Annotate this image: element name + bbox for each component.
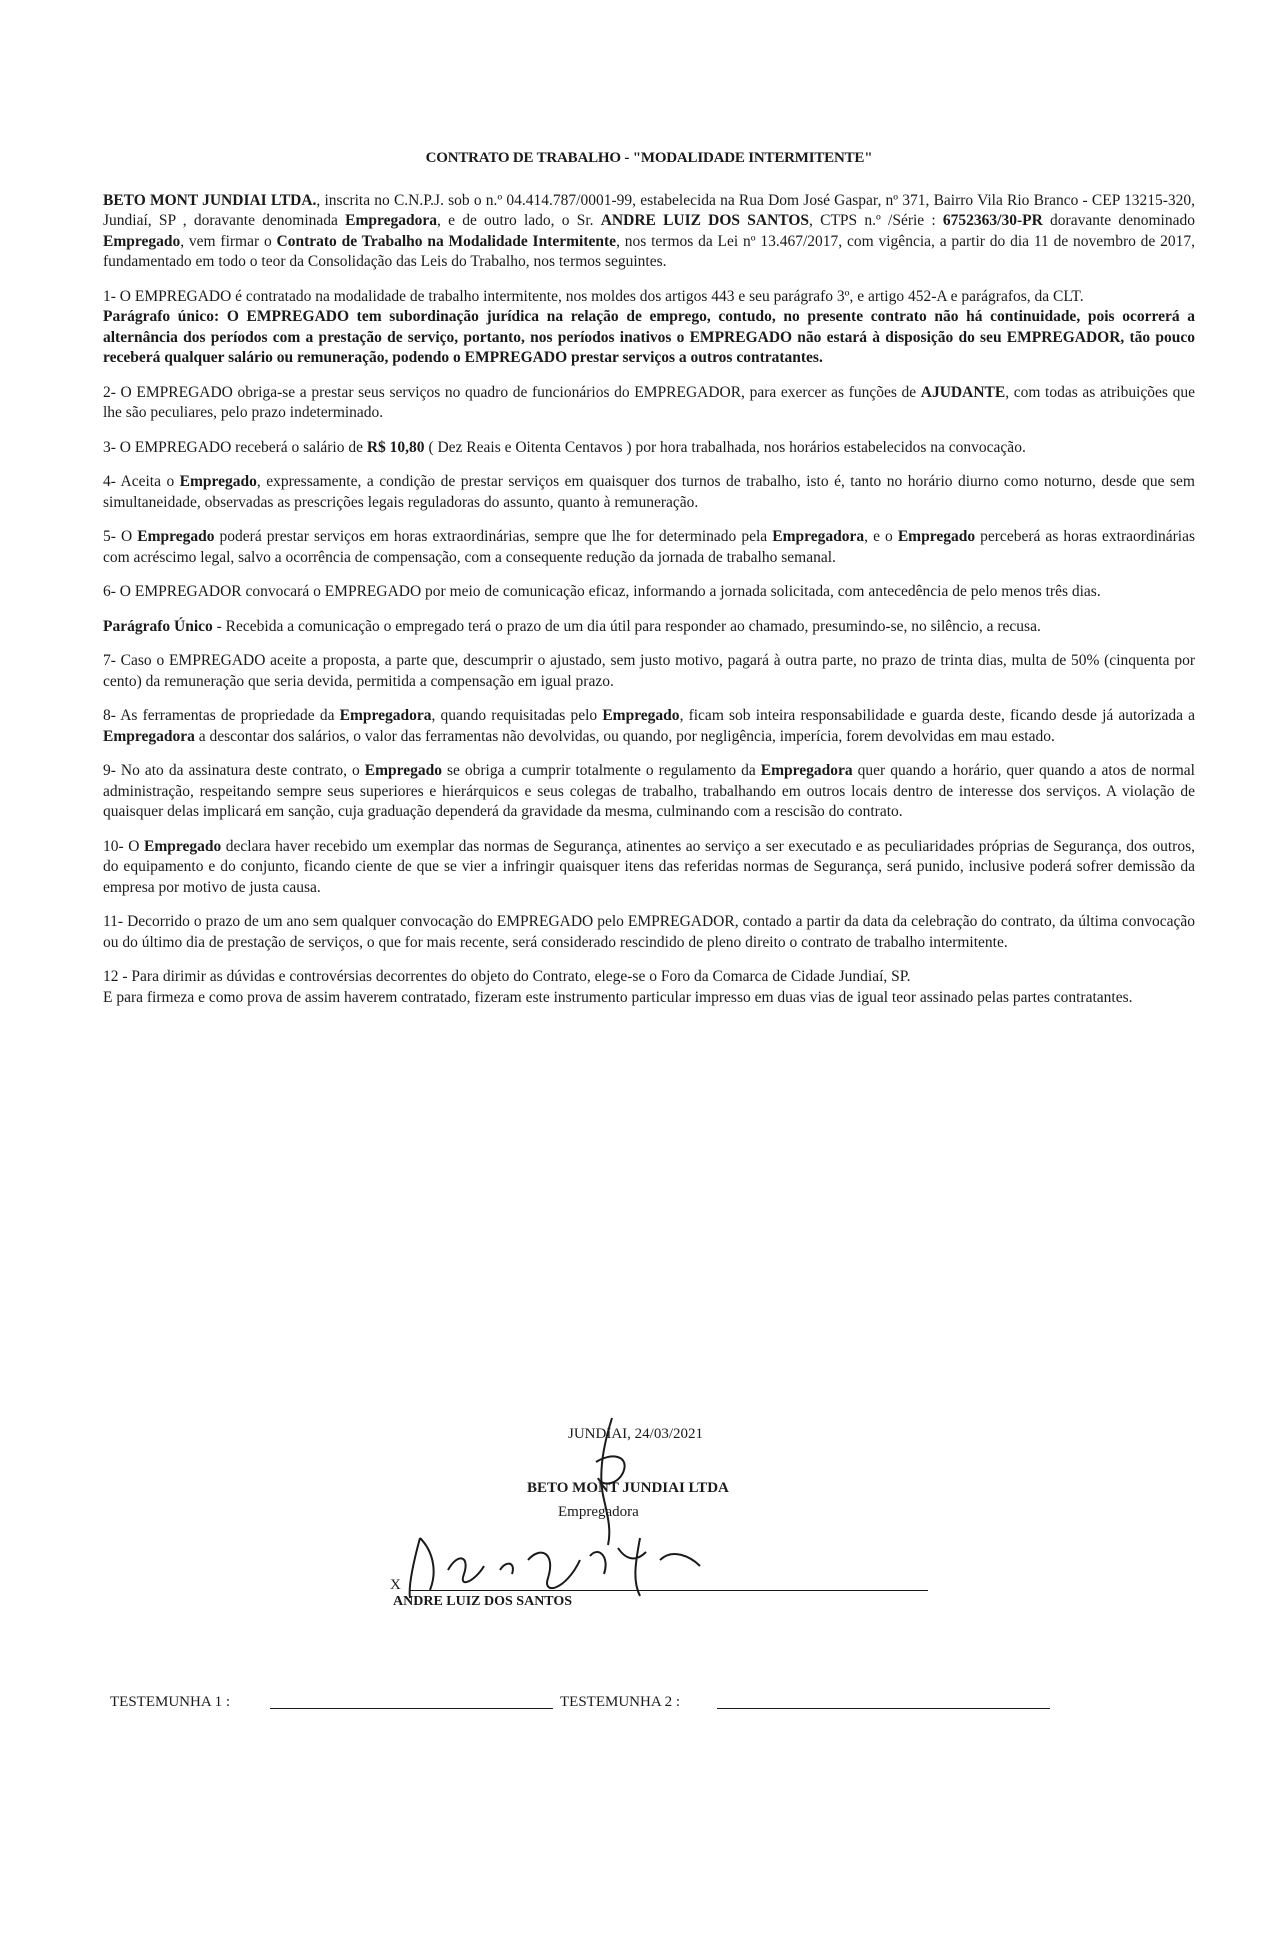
intro-text-5: , vem firmar o (180, 232, 277, 250)
clause-9-text-c: quer quando a horário, quer quando a atos de normal administração, respeitando sempre seus superiores e hierárquicos e seus colegas de trabalho, trabalhando em outros locais dentro de interesse dos serviços. A violação de quaisquer delas implicará em sanção, cuja graduação dependerá da gravidade da mesma, culminando com a rescisão do contrato. (103, 762, 1195, 820)
signature-company-role: Empregadora (558, 1504, 639, 1520)
clause-1: 1- O EMPREGADO é contratado na modalidade de trabalho intermitente, nos moldes dos artigos 443 e seu parágrafo 3º, e artigo 452-A e parágrafos, da CLT. (103, 287, 1084, 305)
clause-5-text-b: poderá prestar serviços em horas extraordinárias, sempre que lhe for determinado pela (214, 528, 773, 545)
intro-paragraph (103, 191, 1195, 273)
clause-6: 6- O EMPREGADOR convocará o EMPREGADO por meio de comunicação eficaz, informando a jornada solicitada, com antecedência de pelo menos três dias. (103, 583, 1101, 600)
employer-label: Empregadora (772, 528, 865, 545)
employee-label: Empregado (897, 528, 976, 545)
witness-1-line (270, 1708, 553, 1709)
employee-label: Empregado (602, 707, 680, 724)
clause-6-sole-paragraph (103, 617, 1195, 638)
clause-4 (103, 472, 1195, 513)
witness-2-label: TESTEMUNHA 2 : (560, 1694, 680, 1710)
signature-x-mark: X (390, 1577, 401, 1593)
clause-8-text-c: , ficam sob inteira responsabilidade e guarda deste, ficando desde já autorizada a (679, 707, 1195, 724)
clause-5 (103, 527, 1195, 568)
contract-label: Contrato de Trabalho na Modalidade Intermitente (276, 232, 617, 250)
clause-2-text-a: 2- O EMPREGADO obriga-se a prestar seus serviços no quadro de funcionários do EMPREGADOR, para exercer as funções de (103, 383, 921, 401)
clause-8-text-d: a descontar dos salários, o valor das ferramentas não devolvidas, ou quando, por negligência, imperícia, forem devolvidas em mau estado. (194, 727, 1055, 745)
document-title: CONTRATO DE TRABALHO - "MODALIDADE INTERMITENTE" (425, 150, 873, 166)
closing-statement: E para firmeza e como prova de assim haverem contratado, fizeram este instrumento particular impresso em duas vias de igual teor assinado pelas partes contratantes. (103, 988, 1133, 1006)
clause-2 (103, 383, 1195, 424)
clause-5-text-c: , e o (864, 528, 898, 545)
clause-11: 11- Decorrido o prazo de um ano sem qualquer convocação do EMPREGADO pelo EMPREGADOR, contado a partir da data da celebração do contrato, da última convocação ou do último dia de prestação de serviços, o que for mais recente, será considerado rescindido de pleno direito o contrato de trabalho intermitente. (103, 913, 1195, 951)
signature-place-date: JUNDIAI, 24/03/2021 (568, 1426, 703, 1442)
sole-paragraph-text: O EMPREGADO tem subordinação jurídica na relação de emprego, contudo, no presente contrato não há continuidade, pois ocorrerá a alternância dos períodos com a prestação de serviço, portanto, nos períodos inativos o EMPREGADO não estará à disposição do seu EMPREGADOR, tão pouco receberá qualquer salário ou remuneração, podendo o EMPREGADO prestar serviços a outros contratantes. (103, 308, 1196, 366)
signature-company: BETO MONT JUNDIAI LTDA (527, 1480, 729, 1496)
clause-3 (103, 438, 1195, 459)
employer-label: Empregadora (103, 727, 195, 745)
sole-paragraph-label: Parágrafo único: (103, 308, 220, 325)
clause-9-text-a: 9- No ato da assinatura deste contrato, o (103, 762, 365, 779)
intro-text-1: , inscrita no C.N.P.J. sob o n.º 04.414.787/0001-99, estabelecida na Rua Dom José Gaspar, nº 371, Bairro Vila Rio Branco - CEP 13215-320, Jundiaí, SP , doravante denominada (103, 191, 1195, 229)
employee-label: Empregado (364, 762, 442, 779)
intro-text-6: , nos termos da Lei nº 13.467/2017, com vigência, a partir do dia 11 de novembro de 2017, fundamentado em todo o teor da Consolidação das Leis do Trabalho, nos termos seguintes. (103, 232, 1195, 270)
clause-12: 12 - Para dirimir as dúvidas e controvérsias decorrentes do objeto do Contrato, elege-se o Foro da Comarca de Cidade Jundiaí, SP. (103, 968, 911, 985)
employee-label: Empregado (103, 232, 181, 250)
clause-7: 7- Caso o EMPREGADO aceite a proposta, a parte que, descumprir o ajustado, sem justo motivo, pagará à outra parte, no prazo de trinta dias, multa de 50% (cinquenta por cento) da remuneração que seria devida, permitida a compensação em igual prazo. (103, 652, 1195, 690)
clause-3-text-a: 3- O EMPREGADO receberá o salário de (103, 438, 367, 456)
clause-3-text-b: ( Dez Reais e Oitenta Centavos ) por hora trabalhada, nos horários estabelecidos na convocação. (424, 438, 1026, 456)
contract-body (103, 148, 1195, 1022)
witness-1-label: TESTEMUNHA 1 : (110, 1694, 230, 1710)
hourly-wage: R$ 10,80 (366, 438, 425, 456)
clause-1-sole-paragraph (103, 307, 1195, 369)
employer-label: Empregadora (345, 212, 437, 229)
employee-signature-scrawl (410, 1538, 700, 1598)
clause-5-text-d: perceberá as horas extraordinárias com acréscimo legal, salvo a ocorrência de compensação, com a consequente redução da jornada de trabalho semanal. (103, 528, 1196, 566)
clause-8-text-b: , quando requisitadas pelo (431, 707, 603, 724)
employer-name: BETO MONT JUNDIAI LTDA. (103, 191, 317, 209)
intro-text-2: , e de outro lado, o Sr. (437, 212, 601, 229)
clause-2-text-b: , com todas as atribuições que lhe são peculiares, pelo prazo indeterminado. (103, 383, 1195, 421)
employee-signature-name: ANDRE LUIZ DOS SANTOS (393, 1594, 573, 1609)
clause-10-text-a: 10- O (103, 837, 144, 855)
clause-4-text-b: , expressamente, a condição de prestar serviços em quaisquer dos turnos de trabalho, isto é, tanto no horário diurno como noturno, desde que sem simultaneidade, observadas as prescrições legais reguladoras do assunto, quanto à remuneração. (103, 473, 1195, 511)
clause-9 (103, 761, 1195, 823)
employer-label: Empregadora (339, 707, 432, 724)
intro-text-4: doravante denominado (1042, 212, 1195, 229)
witness-2-line (717, 1708, 1050, 1709)
clause-9-text-b: se obriga a cumprir totalmente o regulamento da (441, 762, 761, 779)
employee-label: Empregado (179, 473, 257, 490)
clause-8-text-a: 8- As ferramentas de propriedade da (103, 707, 340, 724)
ctps-number: 6752363/30-PR (942, 212, 1043, 229)
clause-5-text-a: 5- O (103, 528, 138, 545)
employee-label: Empregado (143, 837, 222, 855)
clause-10-text-b: declara haver recebido um exemplar das normas de Segurança, atinentes ao serviço a ser executado e as peculiaridades próprias de Segurança, dos outros, do equipamento e do conjunto, ficando ciente de que se vier a infringir quaisquer itens das referidas normas de Segurança, será punido, inclusive poderá sofrer demissão da empresa por motivo de justa causa. (103, 837, 1195, 896)
clause-8 (103, 706, 1195, 747)
employee-name: ANDRE LUIZ DOS SANTOS (600, 212, 810, 229)
intro-text-3: , CTPS n.º /Série : (809, 212, 943, 229)
employee-signature-line (410, 1590, 928, 1591)
employer-label: Empregadora (760, 762, 853, 779)
sole-paragraph-text: - Recebida a comunicação o empregado terá o prazo de um dia útil para responder ao chamado, presumindo-se, no silêncio, a recusa. (212, 617, 1041, 635)
job-role: AJUDANTE (920, 383, 1006, 401)
sole-paragraph-label: Parágrafo Único (103, 617, 213, 635)
employee-label: Empregado (137, 528, 215, 545)
clause-4-text-a: 4- Aceita o (103, 473, 180, 490)
clause-10 (103, 837, 1195, 899)
